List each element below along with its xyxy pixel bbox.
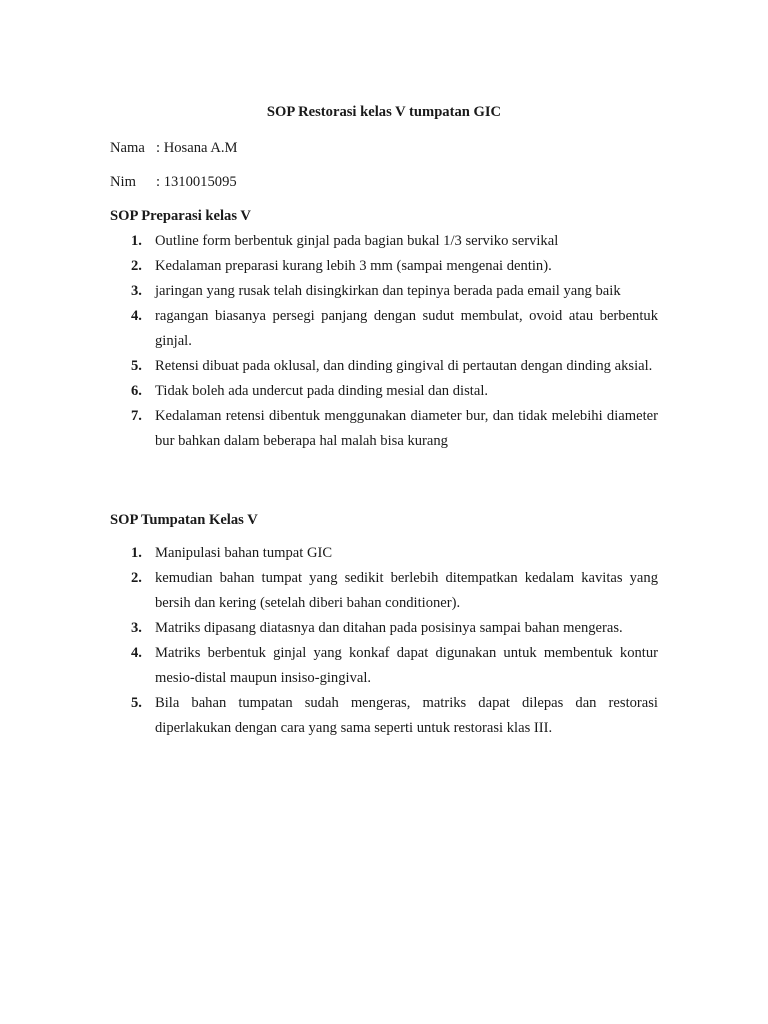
list-item-number: 3.: [131, 283, 142, 299]
list-item: [110, 379, 658, 404]
list-item-number: 4.: [131, 308, 142, 324]
section-title-tumpatan: SOP Tumpatan Kelas V: [110, 512, 258, 528]
list-item-text: Outline form berbentuk ginjal pada bagian bukal 1/3 serviko servikal: [155, 233, 559, 249]
section-title-preparasi: SOP Preparasi kelas V: [110, 208, 251, 224]
list-item: [110, 304, 658, 354]
list-item: [110, 641, 658, 691]
nim-row: [110, 170, 237, 195]
list-item: [110, 541, 658, 566]
list-item: [110, 354, 658, 379]
list-item: [110, 566, 658, 616]
nim-label: Nim: [110, 174, 136, 190]
list-item-text: Kedalaman retensi dibentuk menggunakan diameter bur, dan tidak melebihi diameter bur bahkan dalam beberapa hal malah bisa kurang: [155, 408, 658, 449]
list-item-number: 4.: [131, 645, 142, 661]
list-item-text: Kedalaman preparasi kurang lebih 3 mm (sampai mengenai dentin).: [155, 258, 552, 274]
list-item-text: Matriks dipasang diatasnya dan ditahan pada posisinya sampai bahan mengeras.: [155, 620, 623, 636]
list-item-number: 1.: [131, 545, 142, 561]
list-item-text: kemudian bahan tumpat yang sedikit berlebih ditempatkan kedalam kavitas yang bersih dan kering (setelah diberi bahan conditioner).: [155, 570, 658, 611]
list-item: [110, 404, 658, 454]
list-item: [110, 691, 658, 741]
nama-label: Nama: [110, 140, 145, 156]
nim-value: : 1310015095: [156, 174, 237, 190]
tumpatan-steps-list: [110, 541, 658, 741]
document-title: SOP Restorasi kelas V tumpatan GIC: [266, 104, 502, 120]
preparasi-steps-list: [110, 229, 658, 454]
list-item-text: ragangan biasanya persegi panjang dengan sudut membulat, ovoid atau berbentuk ginjal.: [155, 308, 658, 349]
list-item-text: Bila bahan tumpatan sudah mengeras, matriks dapat dilepas dan restorasi diperlakukan dengan cara yang sama seperti untuk restorasi klas III.: [155, 695, 658, 736]
list-item-number: 2.: [131, 570, 142, 586]
list-item: [110, 279, 658, 304]
list-item-number: 2.: [131, 258, 142, 274]
nama-row: [110, 136, 237, 161]
list-item-number: 3.: [131, 620, 142, 636]
list-item-text: Manipulasi bahan tumpat GIC: [155, 545, 333, 561]
list-item: [110, 229, 658, 254]
list-item-text: jaringan yang rusak telah disingkirkan dan tepinya berada pada email yang baik: [155, 283, 621, 299]
list-item-text: Retensi dibuat pada oklusal, dan dinding gingival di pertautan dengan dinding aksial.: [155, 358, 653, 374]
list-item: [110, 254, 658, 279]
list-item-number: 5.: [131, 695, 142, 711]
list-item: [110, 616, 658, 641]
list-item-number: 5.: [131, 358, 142, 374]
list-item-number: 7.: [131, 408, 142, 424]
list-item-number: 1.: [131, 233, 142, 249]
nama-value: : Hosana A.M: [156, 140, 238, 156]
list-item-text: Tidak boleh ada undercut pada dinding mesial dan distal.: [155, 383, 489, 399]
list-item-number: 6.: [131, 383, 142, 399]
list-item-text: Matriks berbentuk ginjal yang konkaf dapat digunakan untuk membentuk kontur mesio-distal maupun insiso-gingival.: [155, 645, 658, 686]
